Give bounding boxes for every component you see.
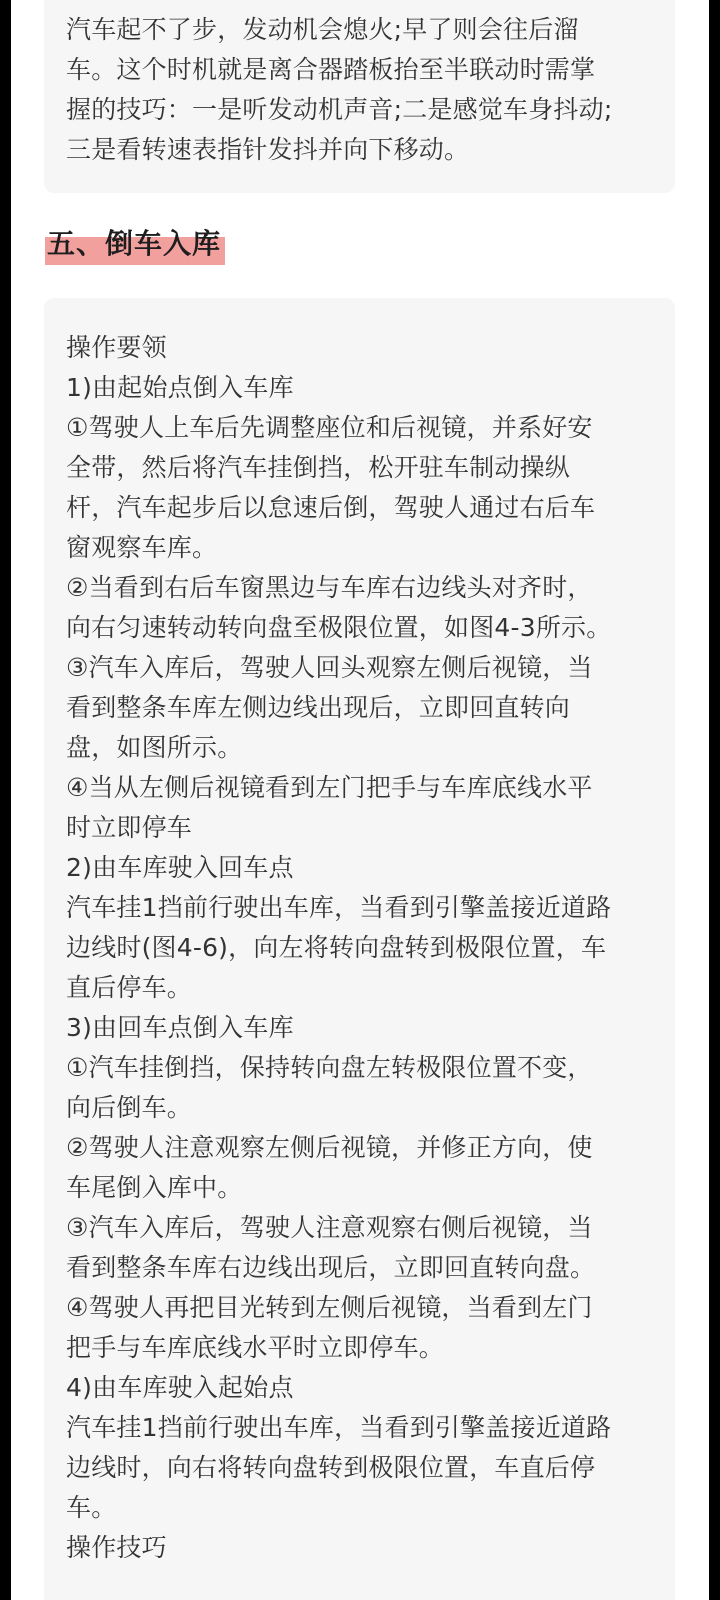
text-line: 车尾倒入库中。 [66, 1173, 243, 1202]
text-line: 边线时，向右将转向盘转到极限位置，车直后停 [66, 1453, 596, 1482]
intro-text-lines [66, 10, 653, 170]
text-line: 窗观察车库。 [66, 533, 218, 562]
text-line: 盘，如图所示。 [66, 733, 243, 762]
text-line: 把手与车库底线水平时立即停车。 [66, 1333, 445, 1362]
text-line: 汽车起不了步，发动机会熄火;早了则会往后溜 [66, 15, 579, 44]
text-line: ①驾驶人上车后先调整座位和后视镜，并系好安 [66, 413, 593, 442]
section-heading [45, 224, 225, 264]
text-line: ④驾驶人再把目光转到左侧后视镜，当看到左门 [66, 1293, 593, 1322]
text-line: 操作要领 [66, 333, 167, 362]
text-line: 汽车挂1挡前行驶出车库，当看到引擎盖接近道路 [66, 893, 612, 922]
text-line: 边线时(图4-6)，向左将转向盘转到极限位置，车 [66, 933, 607, 962]
text-line: ③汽车入库后，驾驶人回头观察左侧后视镜，当 [66, 653, 593, 682]
text-line: 看到整条车库左侧边线出现后，立即回直转向 [66, 693, 571, 722]
text-line: 看到整条车库右边线出现后，立即回直转向盘。 [66, 1253, 596, 1282]
text-line: 握的技巧：一是听发动机声音;二是感觉车身抖动; [66, 95, 613, 124]
text-line: 向后倒车。 [66, 1093, 193, 1122]
text-line: 向右匀速转动转向盘至极限位置，如图4-3所示。 [66, 613, 612, 642]
content-text-block [44, 298, 675, 1600]
text-line: 1)由起始点倒入车库 [66, 373, 294, 402]
text-line: 4)由车库驶入起始点 [66, 1373, 294, 1402]
intro-text-block [44, 0, 675, 193]
text-line: ①汽车挂倒挡，保持转向盘左转极限位置不变， [66, 1053, 593, 1082]
text-line: 三是看转速表指针发抖并向下移动。 [66, 135, 470, 164]
text-line: 时立即停车 [66, 813, 193, 842]
text-line: 汽车挂1挡前行驶出车库，当看到引擎盖接近道路 [66, 1413, 612, 1442]
text-line: 车。这个时机就是离合器踏板抬至半联动时需掌 [66, 55, 596, 84]
text-line: ②当看到右后车窗黑边与车库右边线头对齐时， [66, 573, 593, 602]
text-line: ②驾驶人注意观察左侧后视镜，并修正方向，使 [66, 1133, 593, 1162]
text-line: 操作技巧 [66, 1533, 167, 1562]
section-title: 五、倒车入库 [47, 227, 222, 260]
text-line: 杆，汽车起步后以怠速后倒，驾驶人通过右后车 [66, 493, 596, 522]
text-line: 全带，然后将汽车挂倒挡，松开驻车制动操纵 [66, 453, 571, 482]
content-text-lines [66, 328, 653, 1568]
article-page [11, 0, 709, 1600]
text-line: 2)由车库驶入回车点 [66, 853, 294, 882]
text-line: 3)由回车点倒入车库 [66, 1013, 294, 1042]
text-line: 车。 [66, 1493, 117, 1522]
text-line: ④当从左侧后视镜看到左门把手与车库底线水平 [66, 773, 593, 802]
text-line: ③汽车入库后，驾驶人注意观察右侧后视镜，当 [66, 1213, 593, 1242]
text-line: 直后停车。 [66, 973, 193, 1002]
